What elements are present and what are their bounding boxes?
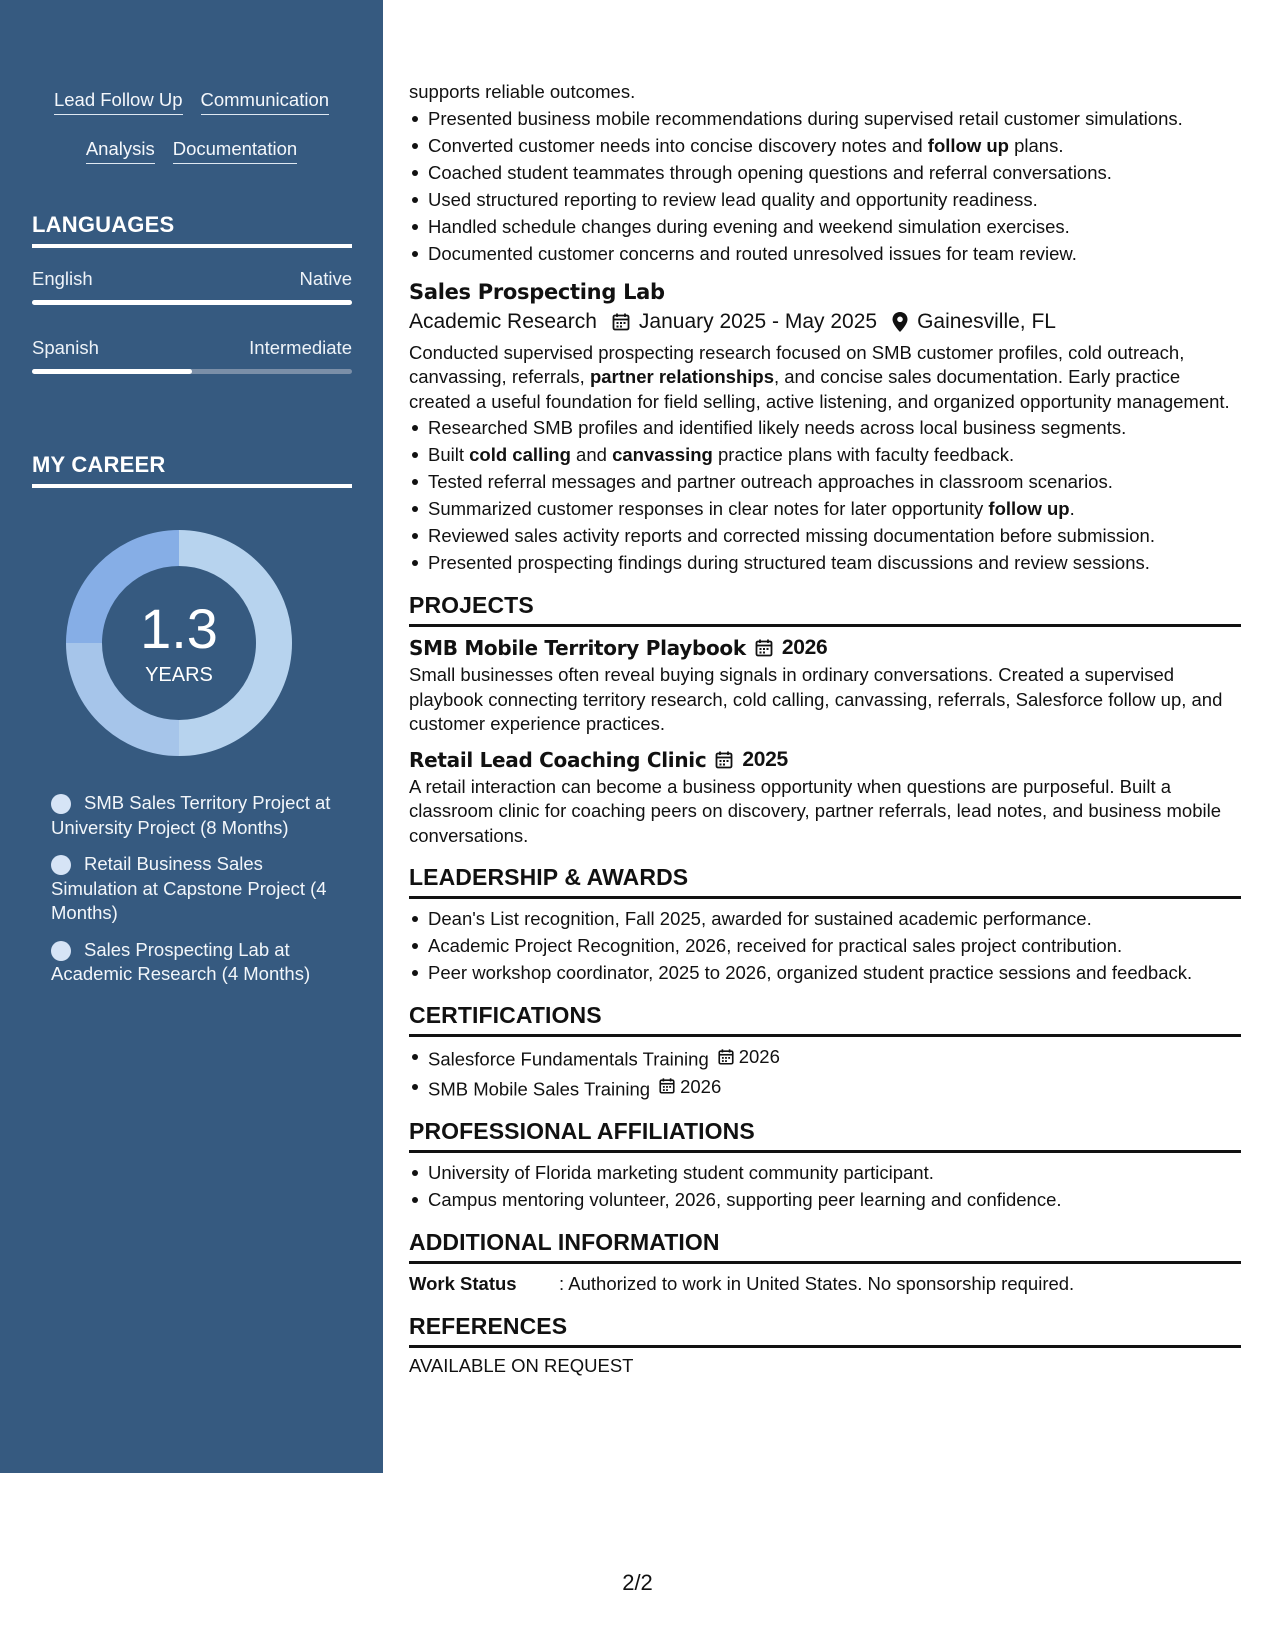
skill-tag: Analysis — [86, 137, 155, 164]
work-status-value: : Authorized to work in United States. No sponsorship required. — [559, 1273, 1075, 1294]
list-item: Peer workshop coordinator, 2025 to 2026, organized student practice sessions and feedback. — [409, 959, 1241, 986]
skill-tag: Communication — [201, 88, 330, 115]
bullet-item: Reviewed sales activity reports and corrected missing documentation before submission. — [409, 522, 1241, 549]
language-row — [32, 337, 352, 359]
bullet-dot-icon — [51, 941, 71, 961]
job-organization: Academic Research — [409, 309, 597, 333]
calendar-icon — [754, 638, 774, 658]
language-bar — [32, 300, 352, 305]
job-location: Gainesville, FL — [917, 309, 1056, 333]
list-item: Campus mentoring volunteer, 2026, supporting peer learning and confidence. — [409, 1186, 1241, 1213]
career-item-text: SMB Sales Territory Project at University Project (8 Months) — [51, 792, 331, 838]
calendar-icon — [714, 750, 734, 770]
bullet-item: Used structured reporting to review lead quality and opportunity readiness. — [409, 186, 1241, 213]
certification-name: SMB Mobile Sales Training — [428, 1078, 651, 1099]
project-entry — [409, 633, 1241, 737]
career-item — [51, 938, 336, 987]
project-title-row — [409, 633, 1241, 663]
bullet-dot-icon — [51, 855, 71, 875]
job-meta — [409, 307, 1241, 337]
bullet-item: Presented business mobile recommendations during supervised retail customer simulations. — [409, 105, 1241, 132]
continued-text: supports reliable outcomes. — [409, 81, 636, 102]
project-description: A retail interaction can become a business opportunity when questions are purposeful. Built a classroom clinic for coaching peers on discovery, partner referrals, lead notes, and business mobile conversations. — [409, 775, 1221, 846]
skills-row-1 — [0, 88, 383, 115]
career-item — [51, 791, 336, 840]
skill-tag: Lead Follow Up — [54, 88, 183, 115]
calendar-icon — [717, 1048, 735, 1066]
project-year: 2025 — [742, 747, 788, 771]
affiliations-list — [409, 1159, 1241, 1213]
calendar-icon — [658, 1077, 676, 1095]
languages-heading: LANGUAGES — [32, 212, 352, 248]
career-item-text: Retail Business Sales Simulation at Capstone Project (4 Months) — [51, 853, 327, 923]
bullet-item: Tested referral messages and partner outreach approaches in classroom scenarios. — [409, 468, 1241, 495]
references-text: AVAILABLE ON REQUEST — [409, 1355, 634, 1376]
certifications-heading: CERTIFICATIONS — [409, 1000, 1241, 1037]
job-title: Sales Prospecting Lab — [409, 279, 665, 304]
bullet-item: Built cold calling and canvassing practice plans with faculty feedback. — [409, 441, 1241, 468]
career-total-unit: YEARS — [145, 664, 213, 686]
bullet-item: Researched SMB profiles and identified likely needs across local business segments. — [409, 414, 1241, 441]
location-pin-icon — [891, 311, 909, 333]
language-name: English — [32, 268, 93, 289]
continued-bullet-list — [409, 105, 1241, 267]
job-dates: January 2025 - May 2025 — [638, 309, 878, 333]
references-heading: REFERENCES — [409, 1311, 1241, 1348]
leadership-heading: LEADERSHIP & AWARDS — [409, 862, 1241, 899]
list-item: Academic Project Recognition, 2026, received for practical sales project contribution. — [409, 932, 1241, 959]
career-item — [51, 852, 336, 926]
project-title: Retail Lead Coaching Clinic — [409, 747, 707, 772]
project-entry — [409, 745, 1241, 849]
career-heading: MY CAREER — [32, 452, 352, 488]
bullet-item: Summarized customer responses in clear notes for later opportunity follow up. — [409, 495, 1241, 522]
leadership-list — [409, 905, 1241, 986]
list-item: Dean's List recognition, Fall 2025, awarded for sustained academic performance. — [409, 905, 1241, 932]
language-name: Spanish — [32, 337, 99, 358]
bullet-item: Presented prospecting findings during structured team discussions and review sessions. — [409, 549, 1241, 576]
list-item: University of Florida marketing student community participant. — [409, 1159, 1241, 1186]
certifications-list — [409, 1043, 1241, 1102]
certification-name: Salesforce Fundamentals Training — [428, 1048, 709, 1070]
skills-row-2 — [0, 137, 383, 164]
bullet-item: Coached student teammates through opening questions and referral conversations. — [409, 159, 1241, 186]
career-list — [51, 791, 336, 999]
project-year: 2026 — [781, 636, 828, 659]
bullet-item: Documented customer concerns and routed unresolved issues for team review. — [409, 240, 1241, 267]
certification-item — [409, 1043, 1241, 1073]
skills-tags — [0, 88, 383, 186]
career-item-text: Sales Prospecting Lab at Academic Research (4 Months) — [51, 938, 311, 984]
job-summary: Conducted supervised prospecting research focused on SMB customer profiles, cold outreach, canvassing, referrals, partner relationships, and concise sales documentation. Early practice created a useful foundation for field selling, active listening, and organized opportunity management. — [409, 341, 1230, 412]
language-bar-fill — [32, 300, 352, 305]
project-title: SMB Mobile Territory Playbook — [409, 636, 746, 660]
skill-tag: Documentation — [173, 137, 297, 164]
project-description: Small businesses often reveal buying signals in ordinary conversations. Created a supervised playbook connecting territory research, cold calling, canvassing, referrals, Salesforce follow up, and customer experience practices. — [409, 664, 1223, 734]
language-bar — [32, 369, 352, 374]
bullet-dot-icon — [51, 794, 71, 814]
language-level: Native — [299, 268, 352, 289]
sidebar — [0, 0, 383, 1473]
calendar-icon — [611, 312, 631, 332]
language-level: Intermediate — [249, 337, 352, 358]
main-content — [409, 80, 1241, 1379]
page-number: 2/2 — [622, 1570, 653, 1595]
additional-info-heading: ADDITIONAL INFORMATION — [409, 1227, 1241, 1264]
affiliations-heading: PROFESSIONAL AFFILIATIONS — [409, 1116, 1241, 1153]
work-status-label: Work Status — [409, 1273, 517, 1294]
job-bullet-list — [409, 414, 1241, 576]
project-title-row — [409, 745, 1241, 775]
projects-heading: PROJECTS — [409, 590, 1241, 627]
certification-item — [409, 1073, 1241, 1103]
language-row — [32, 268, 352, 290]
language-bar-fill — [32, 369, 192, 374]
certification-year: 2026 — [738, 1046, 780, 1067]
work-status-row — [409, 1270, 1241, 1297]
career-donut-chart — [66, 530, 292, 756]
bullet-item: Converted customer needs into concise discovery notes and follow up plans. — [409, 132, 1241, 159]
certification-year: 2026 — [680, 1075, 722, 1097]
career-total-value: 1.3 — [140, 597, 218, 660]
bullet-item: Handled schedule changes during evening and weekend simulation exercises. — [409, 213, 1241, 240]
